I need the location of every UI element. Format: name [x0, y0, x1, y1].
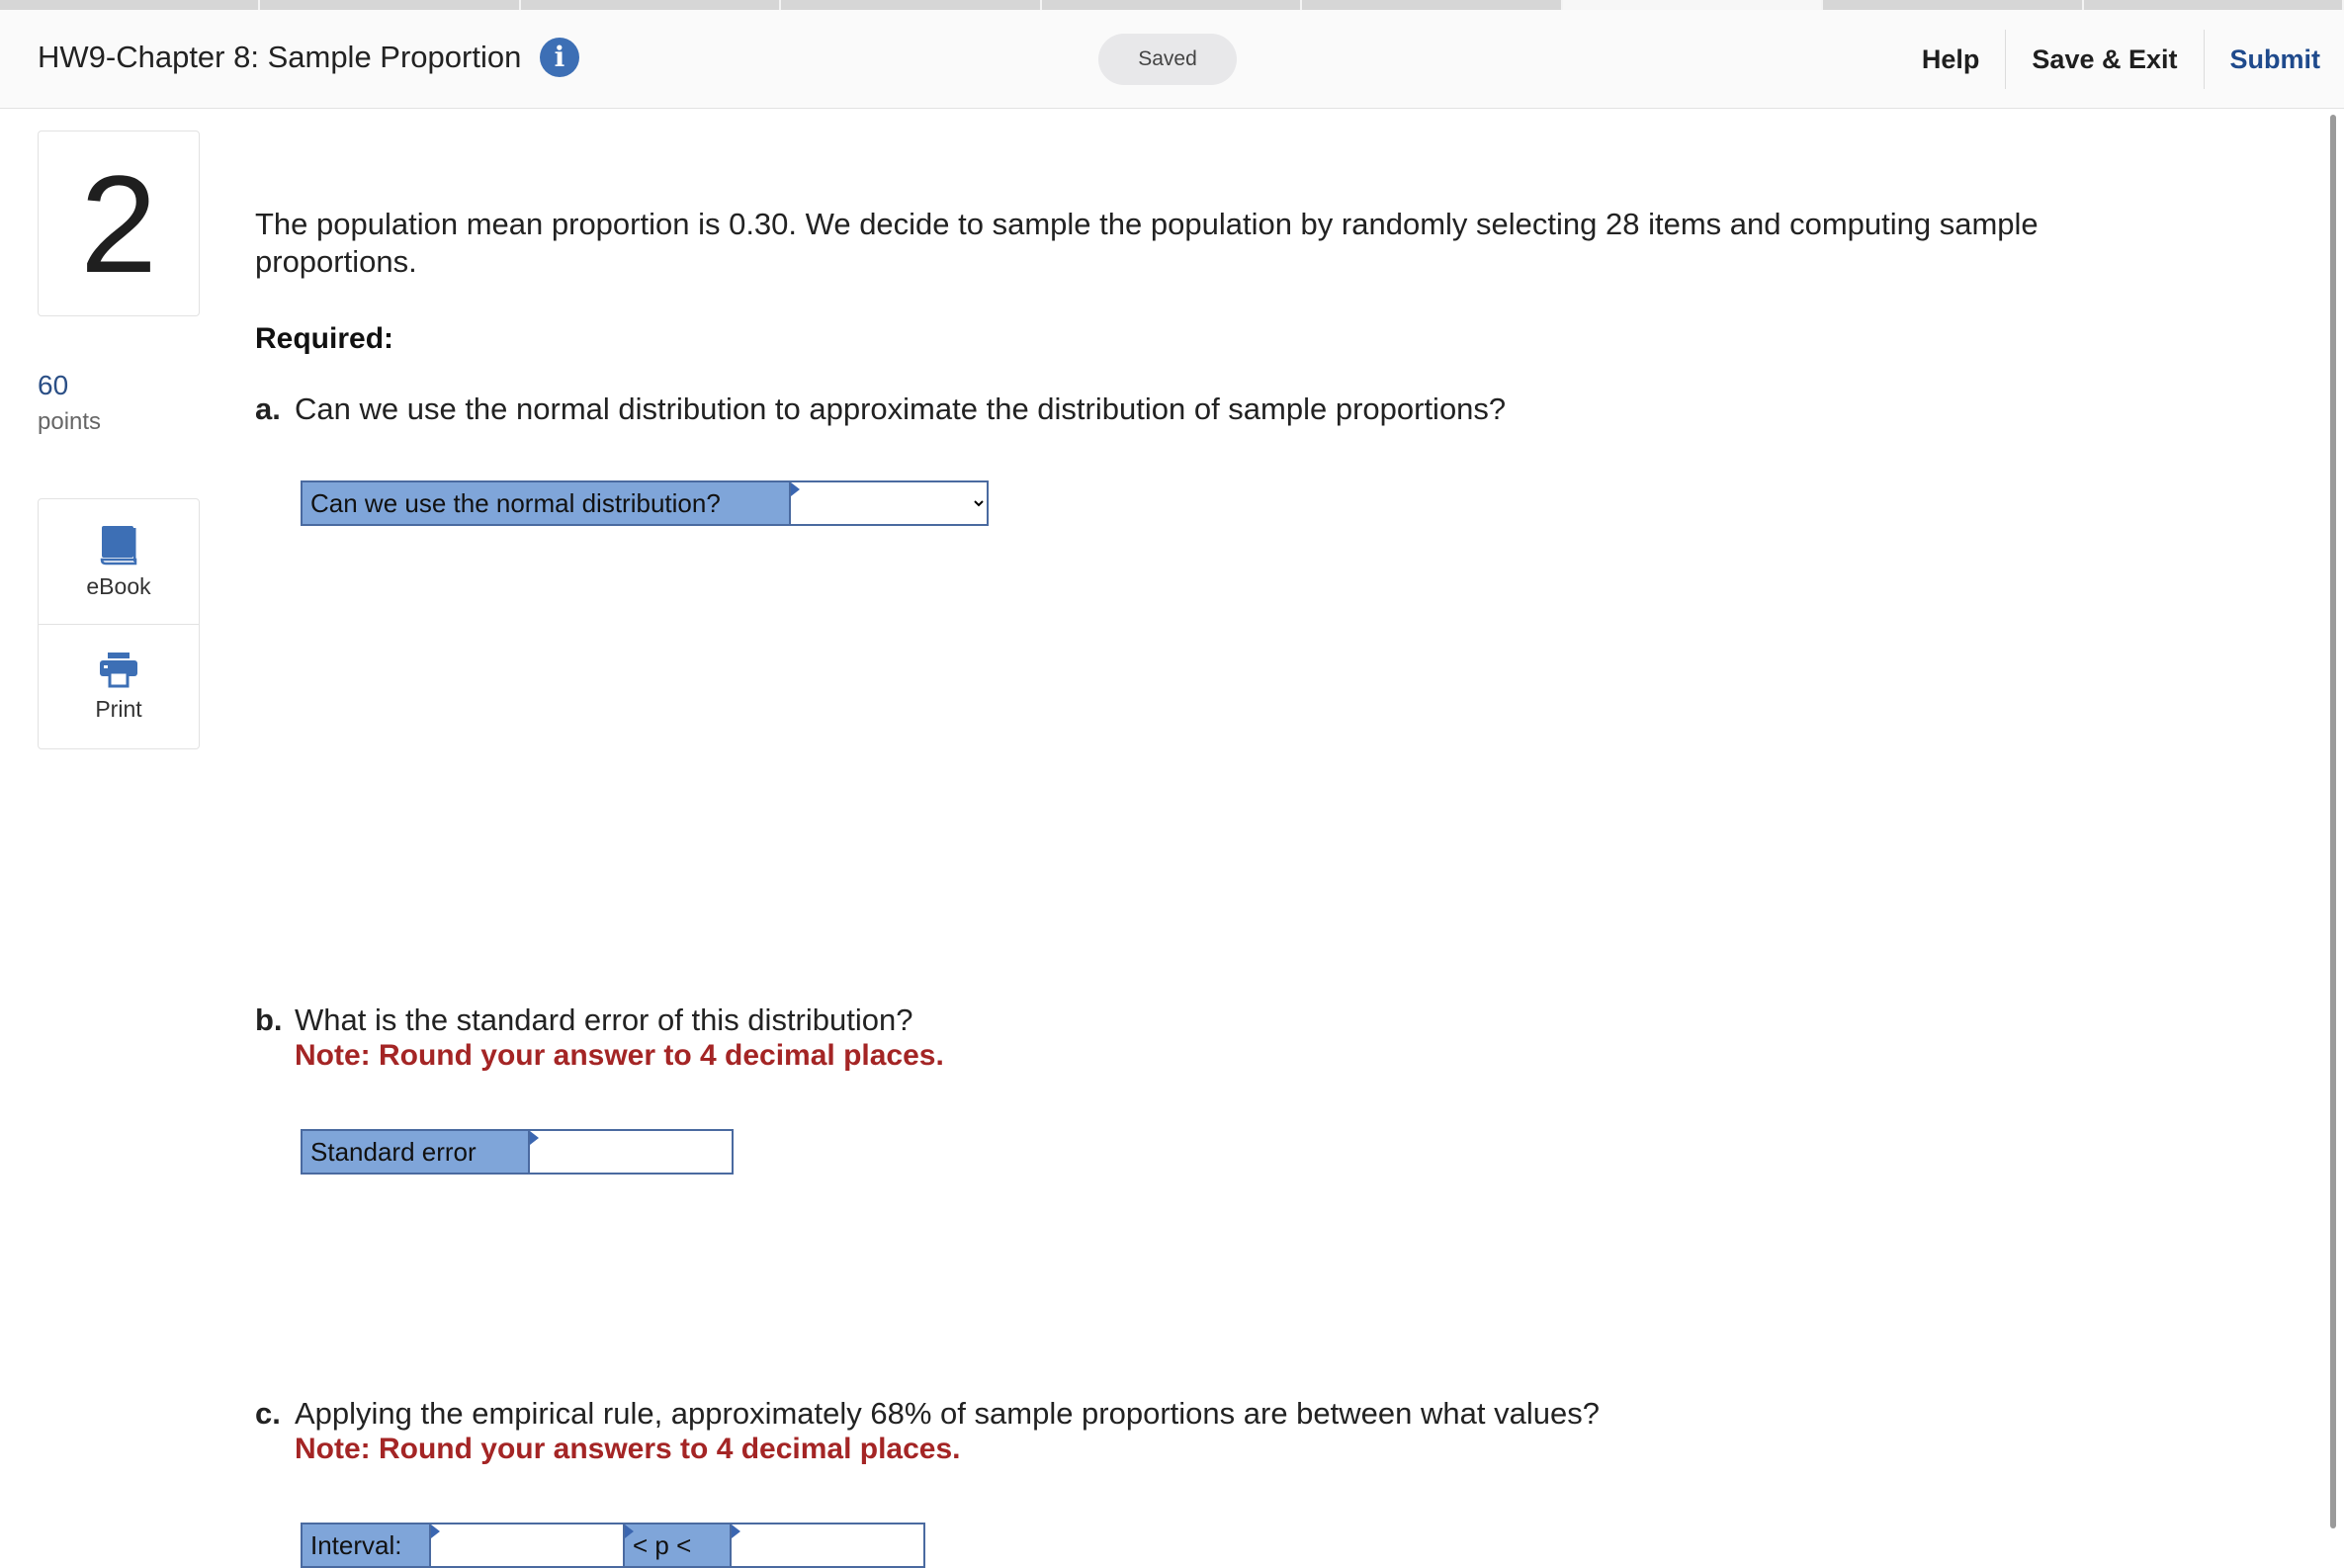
interval-low-input[interactable]	[431, 1524, 623, 1566]
progress-segment[interactable]	[260, 0, 520, 10]
part-a-answer-table	[301, 480, 989, 526]
part-c	[255, 1395, 1600, 1433]
book-icon	[100, 524, 137, 566]
part-b-note: Note: Round your answer to 4 decimal places.	[295, 1039, 944, 1072]
part-b-letter: b.	[255, 1002, 283, 1037]
submit-link[interactable]: Submit	[2204, 30, 2321, 89]
assignment-title: HW9-Chapter 8: Sample Proportion	[38, 40, 522, 74]
print-button[interactable]	[39, 624, 199, 748]
part-c-letter: c.	[255, 1396, 281, 1431]
question-progress-strip	[0, 0, 2344, 10]
part-c-low-cell	[431, 1524, 625, 1566]
part-c-high-cell	[732, 1524, 923, 1566]
info-icon[interactable]: i	[540, 38, 579, 77]
part-c-text: Applying the empirical rule, approximately 68% of sample proportions are between what values?	[295, 1396, 1600, 1431]
points-value: 60	[38, 370, 69, 400]
assignment-header	[0, 10, 2344, 109]
question-tools	[38, 498, 200, 749]
interval-middle-label: < p <	[625, 1524, 732, 1566]
printer-icon	[98, 651, 139, 688]
progress-segment[interactable]	[1042, 0, 1302, 10]
progress-segment-current[interactable]	[1563, 0, 1823, 10]
points-label: points	[38, 408, 102, 435]
required-heading: Required:	[255, 322, 394, 355]
save-exit-link[interactable]: Save & Exit	[2005, 30, 2203, 89]
part-b-cell	[530, 1131, 732, 1173]
question-number: 2	[38, 131, 200, 316]
header-nav	[1896, 30, 2320, 89]
progress-segment[interactable]	[2084, 0, 2344, 10]
progress-segment[interactable]	[1823, 0, 2083, 10]
part-a-letter: a.	[255, 392, 281, 426]
part-a-label: Can we use the normal distribution?	[303, 482, 791, 524]
page-scrollbar[interactable]	[2330, 115, 2336, 1528]
part-b	[255, 1002, 912, 1039]
part-b-answer-table	[301, 1129, 734, 1175]
normal-distribution-select[interactable]	[791, 482, 987, 524]
part-b-text: What is the standard error of this distribution?	[295, 1002, 913, 1037]
part-a-text: Can we use the normal distribution to approximate the distribution of sample proportions?	[295, 392, 1507, 426]
progress-segment[interactable]	[0, 0, 260, 10]
print-label: Print	[95, 696, 142, 722]
part-c-label: Interval:	[303, 1524, 431, 1566]
standard-error-input[interactable]	[530, 1131, 732, 1173]
help-link[interactable]: Help	[1921, 44, 1980, 74]
progress-segment[interactable]	[781, 0, 1041, 10]
progress-segment[interactable]	[1302, 0, 1562, 10]
progress-segment[interactable]	[521, 0, 781, 10]
part-c-note: Note: Round your answers to 4 decimal places.	[295, 1433, 961, 1465]
part-c-answer-table	[301, 1523, 925, 1568]
part-a-cell	[791, 482, 987, 524]
saved-status-badge: Saved	[1098, 34, 1237, 85]
ebook-label: eBook	[86, 572, 151, 599]
interval-high-input[interactable]	[732, 1524, 923, 1566]
part-a	[255, 391, 1506, 428]
part-b-label: Standard error	[303, 1131, 530, 1173]
question-prompt: The population mean proportion is 0.30. We decide to sample the population by randomly selecting 28 items and computing sample proportions.	[255, 207, 2039, 279]
ebook-button[interactable]	[39, 499, 199, 624]
